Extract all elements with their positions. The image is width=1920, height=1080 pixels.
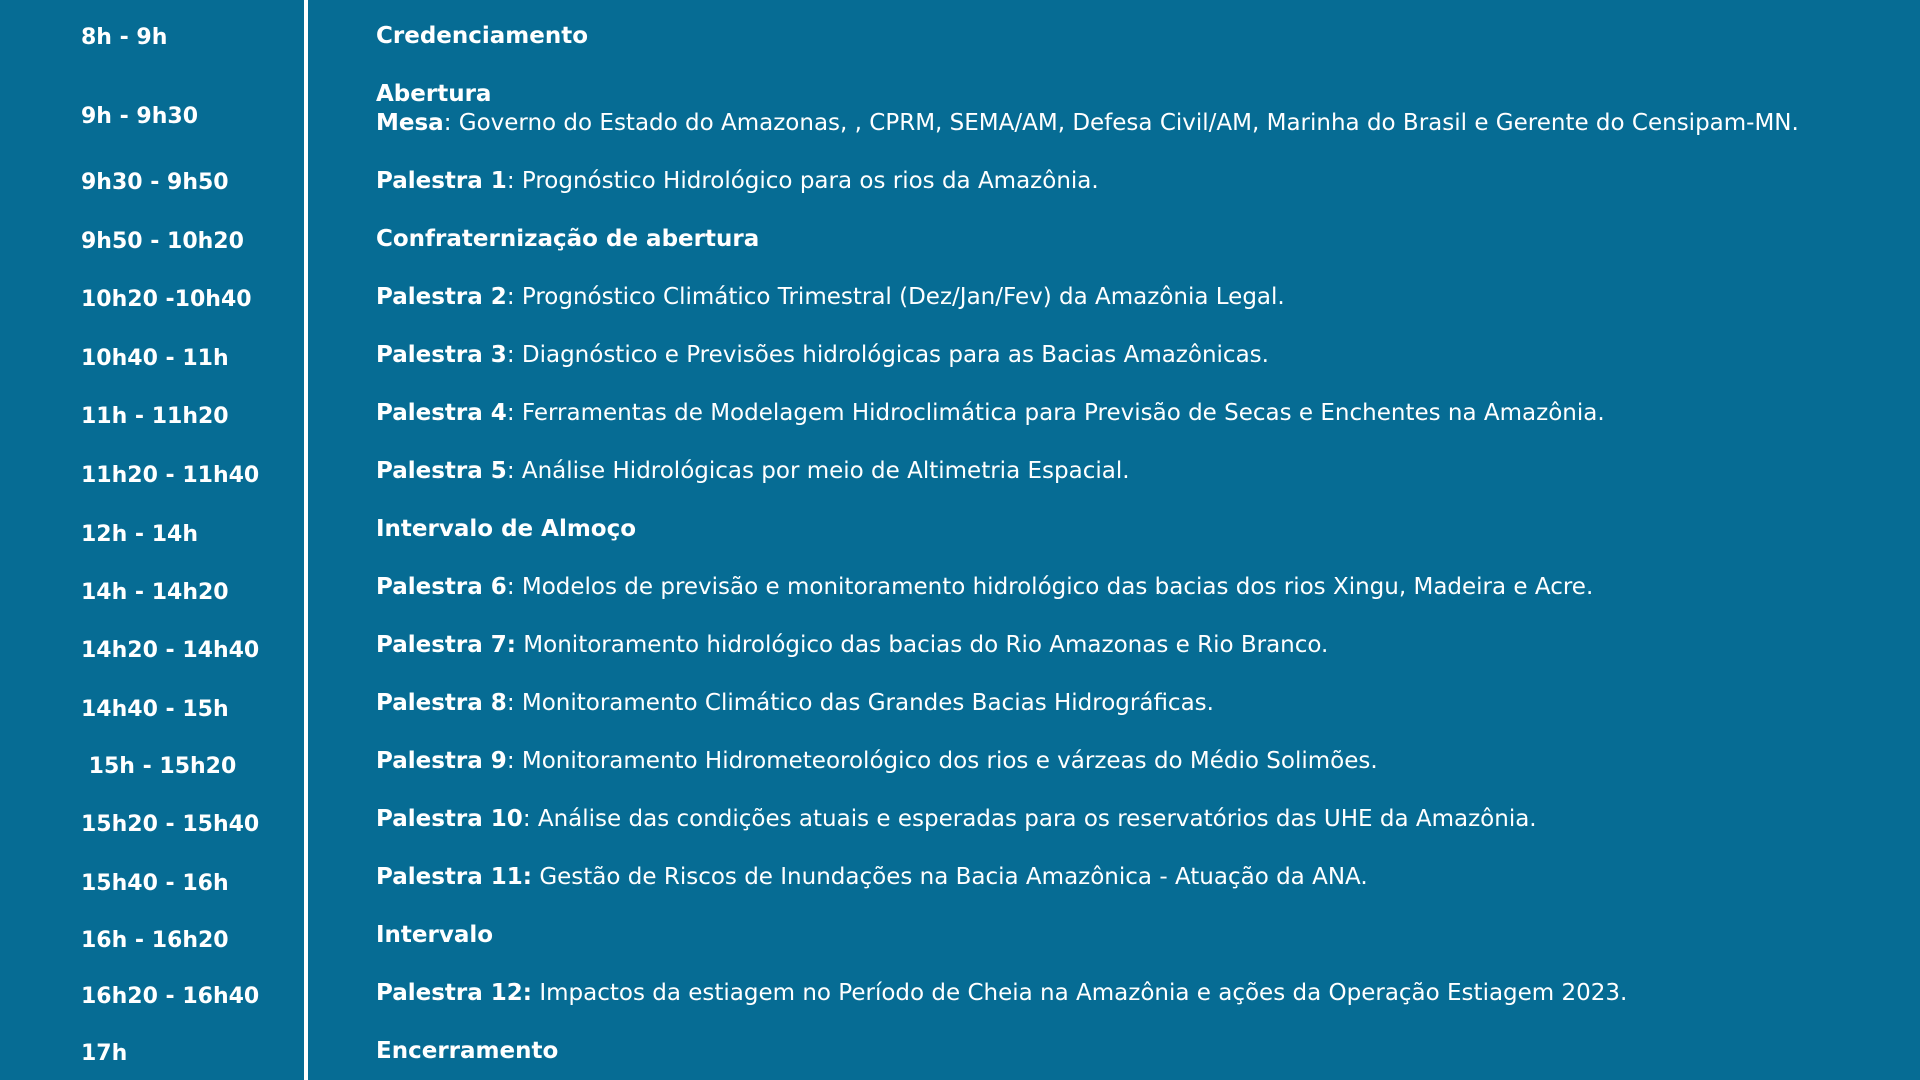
schedule-item [376, 83, 1799, 135]
schedule-item-description: Impactos da estiagem no Período de Cheia na Amazônia e ações da Operação Estiagem 2023. [532, 980, 1628, 1006]
schedule-item [376, 286, 1285, 309]
schedule-item-title: Palestra 6 [376, 574, 507, 600]
schedule-item-title: Palestra 1 [376, 168, 507, 194]
schedule-item-title: Palestra 5 [376, 458, 507, 484]
schedule-item-title: Confraternização de abertura [376, 226, 760, 252]
schedule-item-sub [376, 112, 1799, 135]
schedule-item-title: Intervalo [376, 922, 494, 948]
schedule-time: 16h20 - 16h40 [81, 984, 260, 1009]
schedule-item-description: : Monitoramento Climático das Grandes Bacias Hidrográficas. [506, 690, 1214, 716]
schedule-time: 14h - 14h20 [81, 580, 229, 605]
schedule-time: 9h - 9h30 [81, 104, 199, 129]
schedule-item-title: Palestra 11: [376, 864, 533, 890]
schedule-item-title: Palestra 12: [376, 980, 533, 1006]
schedule-item-title: Palestra 10 [376, 806, 523, 832]
schedule-item-description: : Monitoramento Hidrometeorológico dos rios e várzeas do Médio Solimões. [506, 748, 1378, 774]
schedule-item-title: Palestra 9 [376, 748, 507, 774]
schedule-time: 15h - 15h20 [81, 754, 237, 779]
schedule-item-description: : Análise Hidrológicas por meio de Altimetria Espacial. [506, 458, 1130, 484]
schedule-item [376, 402, 1605, 425]
schedule-item [376, 924, 493, 947]
schedule-time: 12h - 14h [81, 522, 199, 547]
schedule-item [376, 576, 1593, 599]
schedule-time: 11h20 - 11h40 [81, 463, 260, 488]
schedule-item-title: Palestra 7: [376, 632, 516, 658]
schedule-item [376, 518, 636, 541]
schedule-item [376, 866, 1368, 889]
schedule-item-title: Palestra 8 [376, 690, 507, 716]
schedule-time: 16h - 16h20 [81, 928, 229, 953]
schedule-time: 11h - 11h20 [81, 404, 229, 429]
schedule-time: 17h [81, 1041, 128, 1066]
schedule-item [376, 982, 1627, 1005]
schedule-time: 10h40 - 11h [81, 346, 229, 371]
schedule-item-title: Palestra 3 [376, 342, 507, 368]
schedule-item-description: : Prognóstico Climático Trimestral (Dez/Jan/Fev) da Amazônia Legal. [506, 284, 1285, 310]
schedule-item-description: : Ferramentas de Modelagem Hidroclimática para Previsão de Secas e Enchentes na Amazônia. [506, 400, 1605, 426]
schedule-item-description: Monitoramento hidrológico das bacias do Rio Amazonas e Rio Branco. [516, 632, 1329, 658]
schedule-item-title: Credenciamento [376, 23, 589, 49]
schedule-item [376, 808, 1537, 831]
schedule-time: 9h50 - 10h20 [81, 229, 244, 254]
schedule-item-title: Palestra 2 [376, 284, 507, 310]
schedule-time: 15h40 - 16h [81, 871, 229, 896]
schedule-item [376, 25, 588, 48]
schedule-item [376, 750, 1378, 773]
schedule-item-description: : Prognóstico Hidrológico para os rios da Amazônia. [506, 168, 1099, 194]
schedule-item [376, 1040, 558, 1063]
schedule-time: 10h20 -10h40 [81, 287, 252, 312]
schedule-time: 14h20 - 14h40 [81, 638, 260, 663]
schedule-time: 8h - 9h [81, 25, 168, 50]
schedule-item-title: Intervalo de Almoço [376, 516, 637, 542]
column-divider [304, 0, 308, 1080]
schedule-item [376, 460, 1130, 483]
schedule-item-description: : Análise das condições atuais e esperadas para os reservatórios das UHE da Amazônia. [522, 806, 1537, 832]
schedule-item-title: Abertura [376, 81, 492, 107]
schedule-item-description: Gestão de Riscos de Inundações na Bacia Amazônica - Atuação da ANA. [532, 864, 1368, 890]
schedule-item-sub-text: : Governo do Estado do Amazonas, , CPRM, SEMA/AM, Defesa Civil/AM, Marinha do Brasil e Gerente do Censipam-MN. [443, 110, 1799, 136]
schedule-item-title: Palestra 4 [376, 400, 507, 426]
schedule-item [376, 634, 1328, 657]
schedule-item [376, 228, 759, 251]
schedule-item [376, 170, 1099, 193]
schedule-item [376, 692, 1214, 715]
schedule-item-description: : Modelos de previsão e monitoramento hidrológico das bacias dos rios Xingu, Madeira e Acre. [506, 574, 1594, 600]
schedule-item-sub-label: Mesa [376, 110, 444, 136]
schedule-time: 14h40 - 15h [81, 697, 229, 722]
schedule-item-description: : Diagnóstico e Previsões hidrológicas para as Bacias Amazônicas. [506, 342, 1269, 368]
schedule-time: 15h20 - 15h40 [81, 812, 260, 837]
schedule-item [376, 344, 1269, 367]
schedule-item-title: Encerramento [376, 1038, 559, 1064]
schedule-time: 9h30 - 9h50 [81, 170, 229, 195]
